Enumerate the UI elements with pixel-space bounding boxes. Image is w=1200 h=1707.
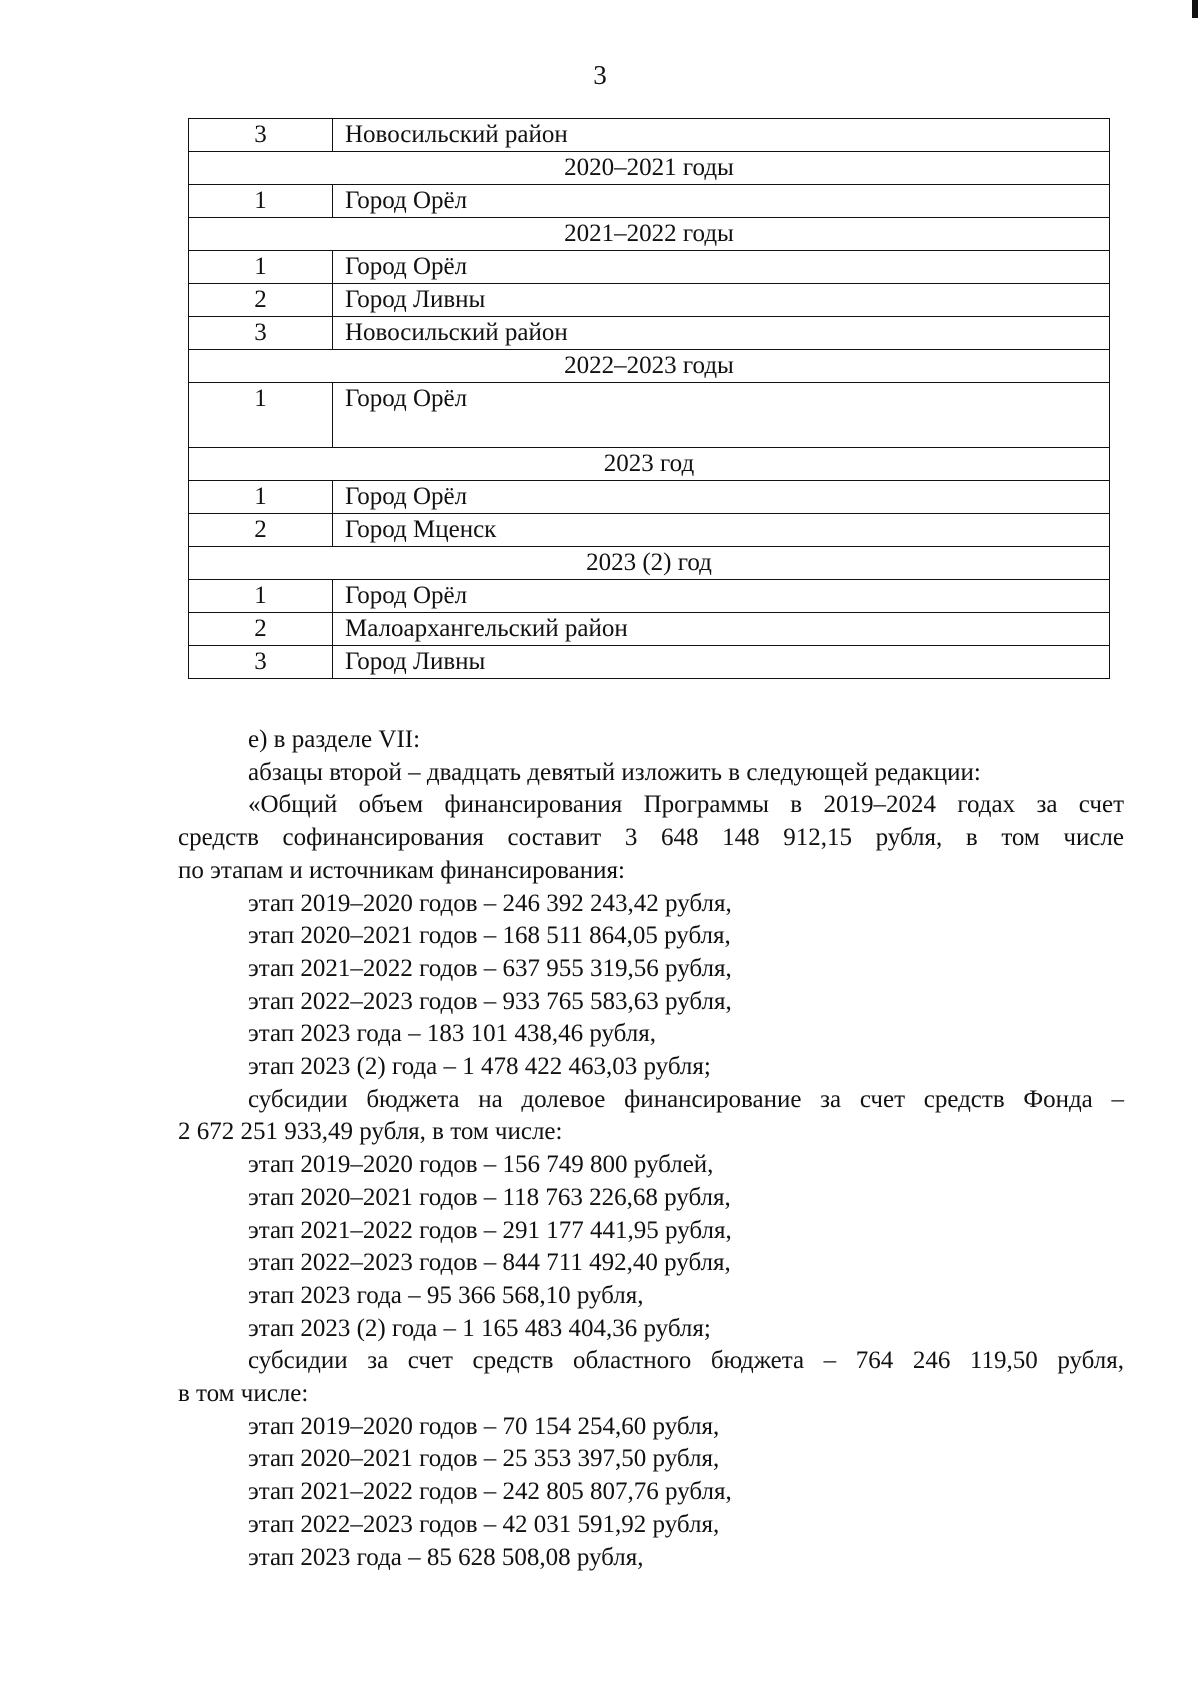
stage-line: этап 2021–2022 годов – 637 955 319,56 рубля, (248, 954, 732, 982)
stage-line: этап 2020–2021 годов – 118 763 226,68 рубля, (248, 1183, 731, 1211)
row-number: 3 (189, 646, 333, 679)
row-number: 2 (189, 514, 333, 547)
paragraph-regional-line-1: субсидии за счет средств областного бюджета – 764 246 119,50 рубля, (248, 1347, 1124, 1375)
table-period-header-row (189, 350, 1110, 383)
paragraph-regional-line-2: в том числе: (178, 1380, 309, 1408)
row-number: 1 (189, 251, 333, 284)
row-number: 2 (189, 613, 333, 646)
stage-line: этап 2019–2020 годов – 156 749 800 рублей, (248, 1151, 714, 1179)
stage-line: этап 2023 года – 183 101 438,46 рубля, (248, 1020, 656, 1048)
municipality-name: Город Ливны (333, 284, 1110, 317)
municipality-name: Город Мценск (333, 514, 1110, 547)
municipality-name: Город Орёл (333, 251, 1110, 284)
body-text (178, 724, 1124, 1574)
row-number: 2 (189, 284, 333, 317)
table-row (189, 119, 1110, 152)
stage-list-fund (178, 1149, 1124, 1345)
stage-list-regional (178, 1411, 1124, 1575)
table-row (189, 251, 1110, 284)
municipality-name: Город Орёл (333, 383, 1110, 448)
table-row (189, 383, 1110, 448)
stage-line: этап 2020–2021 годов – 168 511 864,05 рубля, (248, 922, 731, 950)
period-label: 2020–2021 годы (189, 152, 1110, 185)
stage-line: этап 2022–2023 годов – 42 031 591,92 рубля, (248, 1510, 720, 1538)
table-row (189, 317, 1110, 350)
regions-table (188, 118, 1110, 679)
stage-list-total (178, 888, 1124, 1084)
table-row (189, 284, 1110, 317)
stage-line: этап 2021–2022 годов – 242 805 807,76 рубля, (248, 1478, 732, 1506)
table-row (189, 514, 1110, 547)
stage-line: этап 2019–2020 годов – 246 392 243,42 рубля, (248, 889, 732, 917)
scan-edge-mark (1192, 0, 1198, 18)
municipality-name: Новосильский район (333, 119, 1110, 152)
paragraph-total-line-1: «Общий объем финансирования Программы в 2019–2024 годах за счет (248, 791, 1124, 819)
row-number: 1 (189, 185, 333, 218)
paragraph-total-line-3: по этапам и источникам финансирования: (178, 856, 625, 884)
paragraph-total-line-2: средств софинансирования составит 3 648 148 912,15 рубля, в том числе (178, 824, 1124, 852)
table-period-header-row (189, 218, 1110, 251)
table-row (189, 185, 1110, 218)
stage-line: этап 2021–2022 годов – 291 177 441,95 рубля, (248, 1216, 732, 1244)
period-label: 2023 год (189, 448, 1110, 481)
municipality-name: Город Орёл (333, 185, 1110, 218)
paragraph-fund-line-1: субсидии бюджета на долевое финансирование за счет средств Фонда – (248, 1085, 1124, 1113)
stage-line: этап 2022–2023 годов – 933 765 583,63 рубля, (248, 987, 732, 1015)
stage-line: этап 2023 года – 95 366 568,10 рубля, (248, 1281, 644, 1309)
table-row (189, 580, 1110, 613)
period-label: 2022–2023 годы (189, 350, 1110, 383)
municipality-name: Малоархангельский район (333, 613, 1110, 646)
stage-line: этап 2023 (2) года – 1 478 422 463,03 рубля; (248, 1053, 711, 1081)
period-label: 2023 (2) год (189, 547, 1110, 580)
paragraph-fund-line-2: 2 672 251 933,49 рубля, в том числе: (178, 1118, 563, 1146)
row-number: 3 (189, 317, 333, 350)
stage-line: этап 2020–2021 годов – 25 353 397,50 рубля, (248, 1445, 720, 1473)
row-number: 1 (189, 580, 333, 613)
row-number: 1 (189, 383, 333, 448)
regions-table-body (189, 119, 1110, 679)
page-number: 3 (593, 60, 607, 90)
paragraph-instruction: абзацы второй – двадцать девятый изложить в следующей редакции: (248, 758, 981, 786)
stage-line: этап 2022–2023 годов – 844 711 492,40 рубля, (248, 1249, 731, 1277)
row-number: 3 (189, 119, 333, 152)
paragraph-section-ref: е) в разделе VII: (248, 726, 421, 753)
period-label: 2021–2022 годы (189, 218, 1110, 251)
row-number: 1 (189, 481, 333, 514)
municipality-name: Новосильский район (333, 317, 1110, 350)
table-row (189, 613, 1110, 646)
municipality-name: Город Ливны (333, 646, 1110, 679)
stage-line: этап 2019–2020 годов – 70 154 254,60 рубля, (248, 1412, 720, 1440)
table-row (189, 481, 1110, 514)
table-period-header-row (189, 448, 1110, 481)
municipality-name: Город Орёл (333, 580, 1110, 613)
municipality-name: Город Орёл (333, 481, 1110, 514)
stage-line: этап 2023 (2) года – 1 165 483 404,36 рубля; (248, 1314, 711, 1342)
table-period-header-row (189, 152, 1110, 185)
table-period-header-row (189, 547, 1110, 580)
table-row (189, 646, 1110, 679)
stage-line: этап 2023 года – 85 628 508,08 рубля, (248, 1543, 644, 1571)
